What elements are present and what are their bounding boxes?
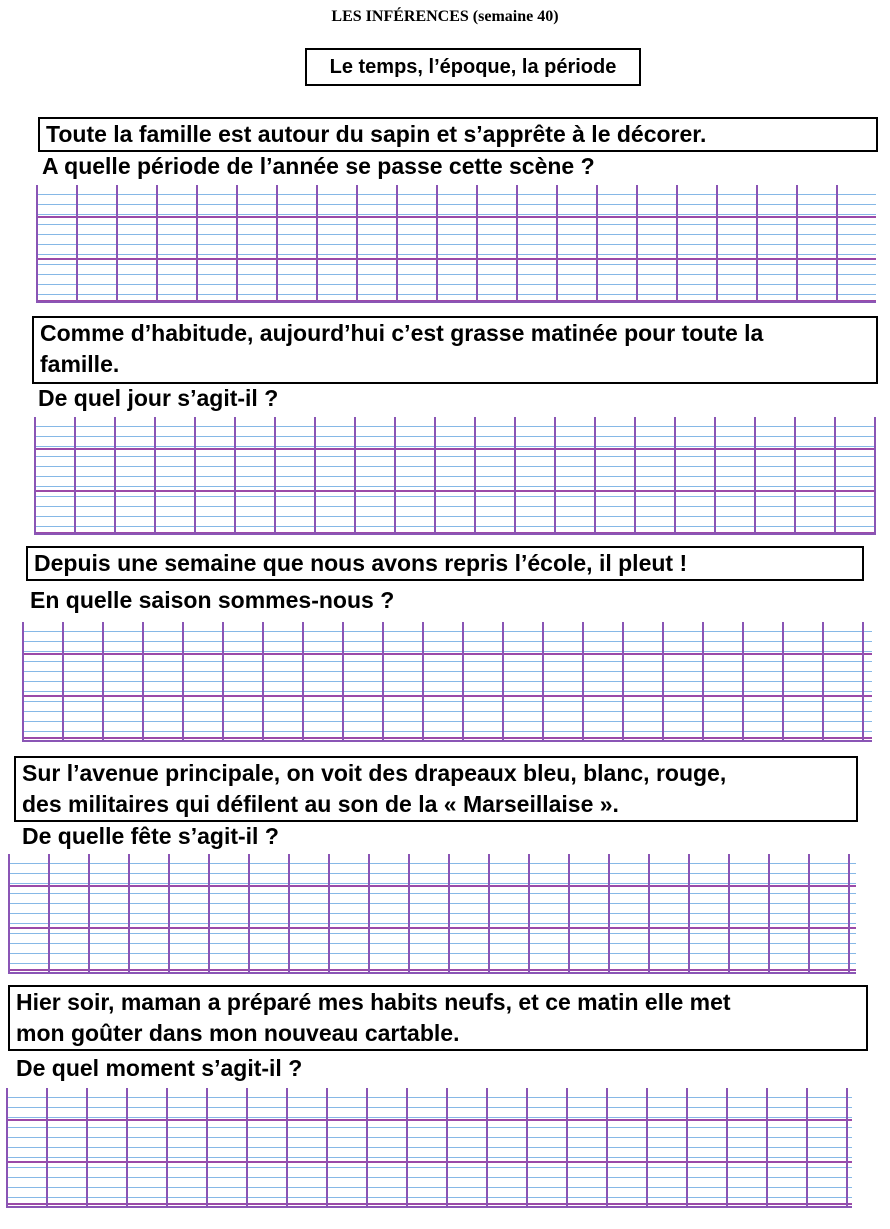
page-title: LES INFÉRENCES (semaine 40) — [331, 8, 559, 25]
exercise-1-answer-grid[interactable] — [36, 185, 876, 303]
exercise-4-question: De quelle fête s’agit-il ? — [22, 823, 279, 849]
exercise-5-statement — [8, 985, 868, 1051]
exercise-4-statement — [14, 756, 858, 822]
exercise-2-question: De quel jour s’agit-il ? — [38, 385, 279, 411]
statement-line: Hier soir, maman a préparé mes habits neufs, et ce matin elle met — [16, 989, 731, 1015]
statement-line: Sur l’avenue principale, on voit des drapeaux bleu, blanc, rouge, — [22, 760, 727, 786]
exercise-2-statement — [32, 316, 878, 384]
statement-line: Depuis une semaine que nous avons repris l’école, il pleut ! — [34, 550, 688, 576]
statement-line: Comme d’habitude, aujourd’hui c’est grasse matinée pour toute la — [40, 320, 764, 346]
statement-line: des militaires qui défilent au son de la « Marseillaise ». — [22, 791, 619, 817]
exercise-2-answer-grid[interactable] — [34, 417, 876, 535]
statement-line: famille. — [40, 351, 120, 377]
statement-line: Toute la famille est autour du sapin et s’apprête à le décorer. — [46, 121, 707, 147]
exercise-5-question: De quel moment s’agit-il ? — [16, 1055, 303, 1081]
exercise-3-question: En quelle saison sommes-nous ? — [30, 587, 395, 613]
exercise-1-statement — [38, 117, 878, 152]
section-subtitle: Le temps, l’époque, la période — [305, 48, 641, 86]
exercise-5-answer-grid[interactable] — [6, 1088, 852, 1208]
exercise-1-question: A quelle période de l’année se passe cette scène ? — [42, 153, 595, 179]
exercise-4-answer-grid[interactable] — [8, 854, 856, 974]
exercise-3-answer-grid[interactable] — [22, 622, 872, 742]
statement-line: mon goûter dans mon nouveau cartable. — [16, 1020, 460, 1046]
exercise-3-statement — [26, 546, 864, 581]
